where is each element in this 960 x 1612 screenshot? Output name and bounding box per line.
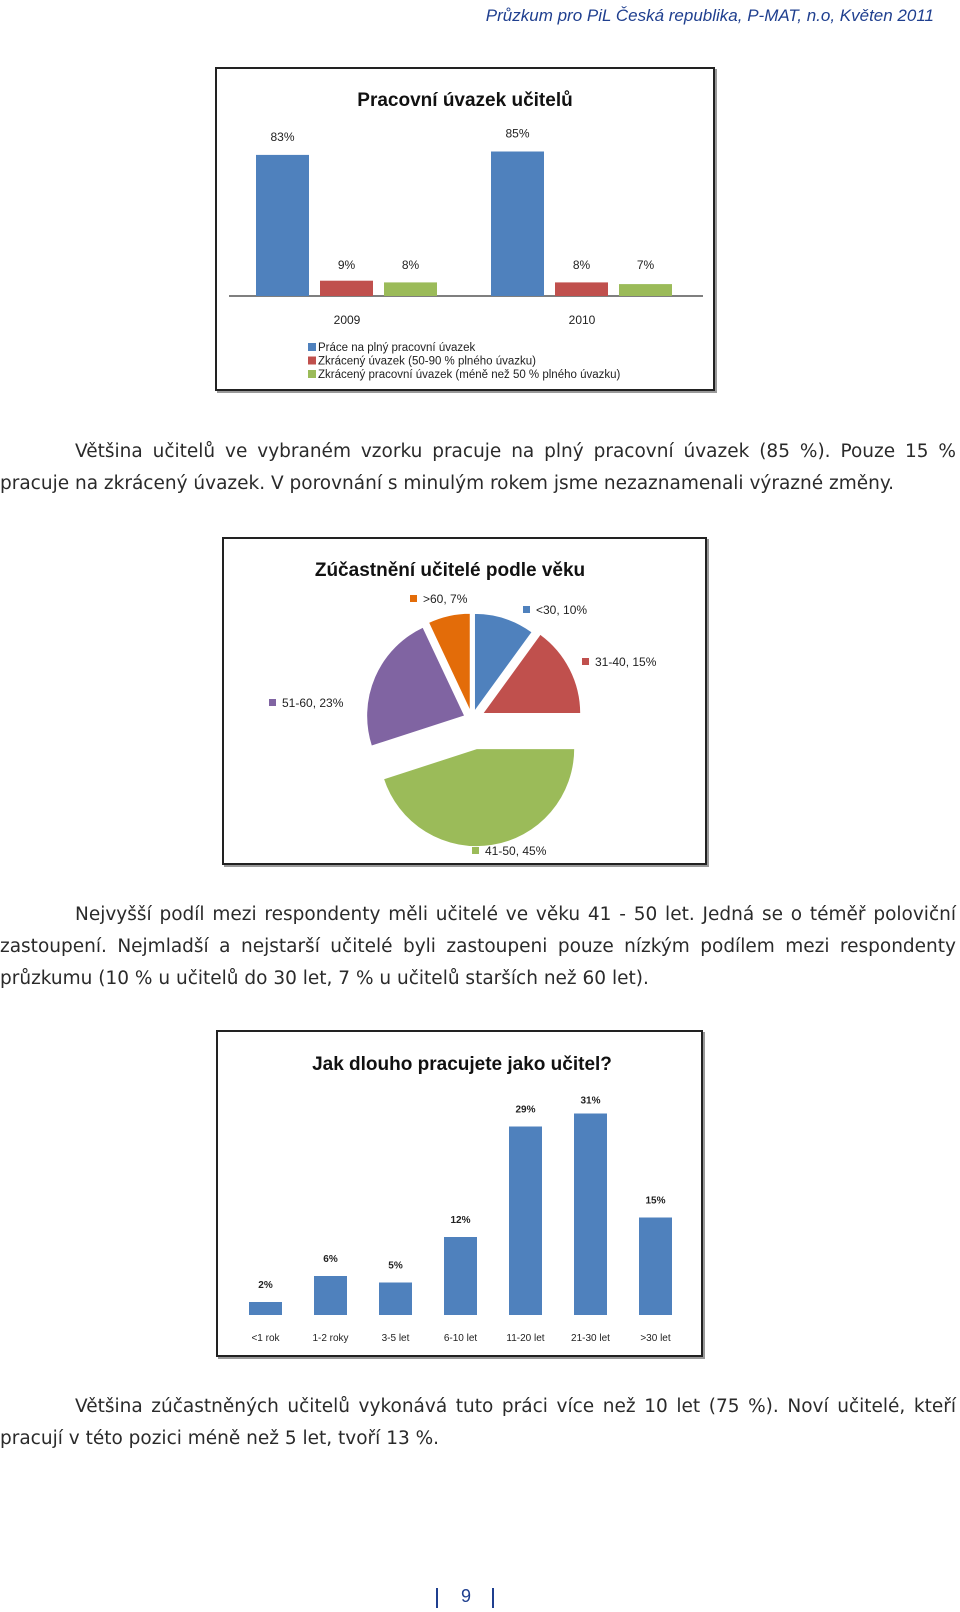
- page-footer: [436, 1584, 506, 1612]
- bar-7: [639, 1218, 672, 1316]
- bar-6: [574, 1114, 607, 1316]
- pie-label-marker: [523, 606, 530, 613]
- page-header: Průzkum pro PiL Česká republika, P-MAT, n.o, Květen 2011: [485, 6, 934, 25]
- paragraph-3: Většina zúčastněných učitelů vykonává tuto práci více než 10 let (75 %). Noví učitelé, kteří pracují v této pozici méně než 5 let, tvoří 13 %.: [0, 1396, 956, 1449]
- legend-entry: Zkrácený úvazek (50-90 % plného úvazku): [318, 355, 536, 368]
- pie-label: <30, 10%: [536, 603, 588, 617]
- data-label: 2%: [258, 1280, 273, 1291]
- data-label: 5%: [388, 1260, 403, 1272]
- pie-label-marker: [269, 699, 276, 706]
- category-label: 11-20 let: [506, 1333, 545, 1344]
- data-label: 31%: [580, 1095, 601, 1107]
- chart-work-contract-svg: [217, 69, 713, 389]
- bar-2010-2: [555, 282, 608, 296]
- pie-label-marker: [410, 595, 417, 602]
- category-label: 2010: [568, 313, 596, 327]
- category-label: 2009: [333, 313, 361, 327]
- pie-label: 31-40, 15%: [595, 655, 657, 669]
- legend-swatch: [308, 370, 316, 378]
- page-number: 9: [460, 1586, 471, 1606]
- bar-5: [509, 1127, 542, 1316]
- data-label: 7%: [636, 258, 655, 272]
- data-label: 83%: [270, 129, 295, 144]
- pie-label: 41-50, 45%: [485, 844, 547, 858]
- chart-age-svg: [224, 539, 705, 863]
- category-label: 21-30 let: [571, 1333, 610, 1344]
- chart-title: Pracovní úvazek učitelů: [357, 90, 573, 111]
- category-label: 1-2 roky: [312, 1333, 349, 1344]
- footer-bar-right: [492, 1588, 494, 1608]
- chart-age: [222, 537, 707, 865]
- data-label: 6%: [323, 1254, 338, 1265]
- bar-2010-1: [491, 152, 544, 297]
- pie-label-marker: [472, 847, 479, 854]
- bar-2009-3: [384, 282, 437, 296]
- chart-title: Zúčastnění učitelé podle věku: [314, 560, 586, 581]
- data-label: 15%: [645, 1195, 666, 1207]
- bar-4: [444, 1237, 477, 1315]
- chart-years-teaching-svg: [218, 1032, 701, 1355]
- pie-label: 51-60, 23%: [282, 696, 344, 710]
- pie-label: >60, 7%: [423, 592, 468, 606]
- data-label: 8%: [401, 258, 420, 272]
- legend-swatch: [308, 357, 316, 365]
- chart-title: Jak dlouho pracujete jako učitel?: [312, 1054, 612, 1075]
- bar-1: [249, 1302, 282, 1315]
- legend-entry: Zkrácený pracovní úvazek (méně než 50 % plného úvazku): [318, 369, 621, 381]
- legend-swatch: [308, 343, 316, 351]
- category-label: 3-5 let: [381, 1333, 410, 1344]
- pie-label-marker: [582, 658, 589, 665]
- chart-years-teaching: [216, 1030, 703, 1357]
- paragraph-2: Nejvyšší podíl mezi respondenty měli učitelé ve věku 41 - 50 let. Jedná se o téměř poloviční zastoupení. Nejmladší a nejstarší učitelé byli zastoupeni pouze nízkým podílem mezi respondenty průzkumu (10 % u učitelů do 30 let, 7 % u učitelů starších než 60 let).: [0, 904, 956, 989]
- bar-2: [314, 1276, 347, 1315]
- legend-entry: Práce na plný pracovní úvazek: [318, 342, 476, 354]
- bar-2009-1: [256, 155, 309, 296]
- data-label: 9%: [337, 258, 356, 272]
- data-label: 12%: [450, 1215, 471, 1226]
- bar-3: [379, 1283, 412, 1316]
- chart-work-contract: [215, 67, 715, 391]
- bar-2009-2: [320, 281, 373, 296]
- category-label: >30 let: [640, 1333, 671, 1344]
- paragraph-1: Většina učitelů ve vybraném vzorku pracuje na plný pracovní úvazek (85 %). Pouze 15 % pracuje na zkrácený úvazek. V porovnání s minulým rokem jsme nezaznamenali výrazné změny.: [0, 441, 956, 494]
- pie-slice: [383, 749, 574, 847]
- category-label: <1 rok: [251, 1333, 280, 1344]
- category-label: 6-10 let: [443, 1333, 478, 1344]
- bar-2010-3: [619, 284, 672, 296]
- data-label: 29%: [515, 1104, 536, 1116]
- data-label: 8%: [572, 258, 591, 272]
- data-label: 85%: [505, 126, 530, 141]
